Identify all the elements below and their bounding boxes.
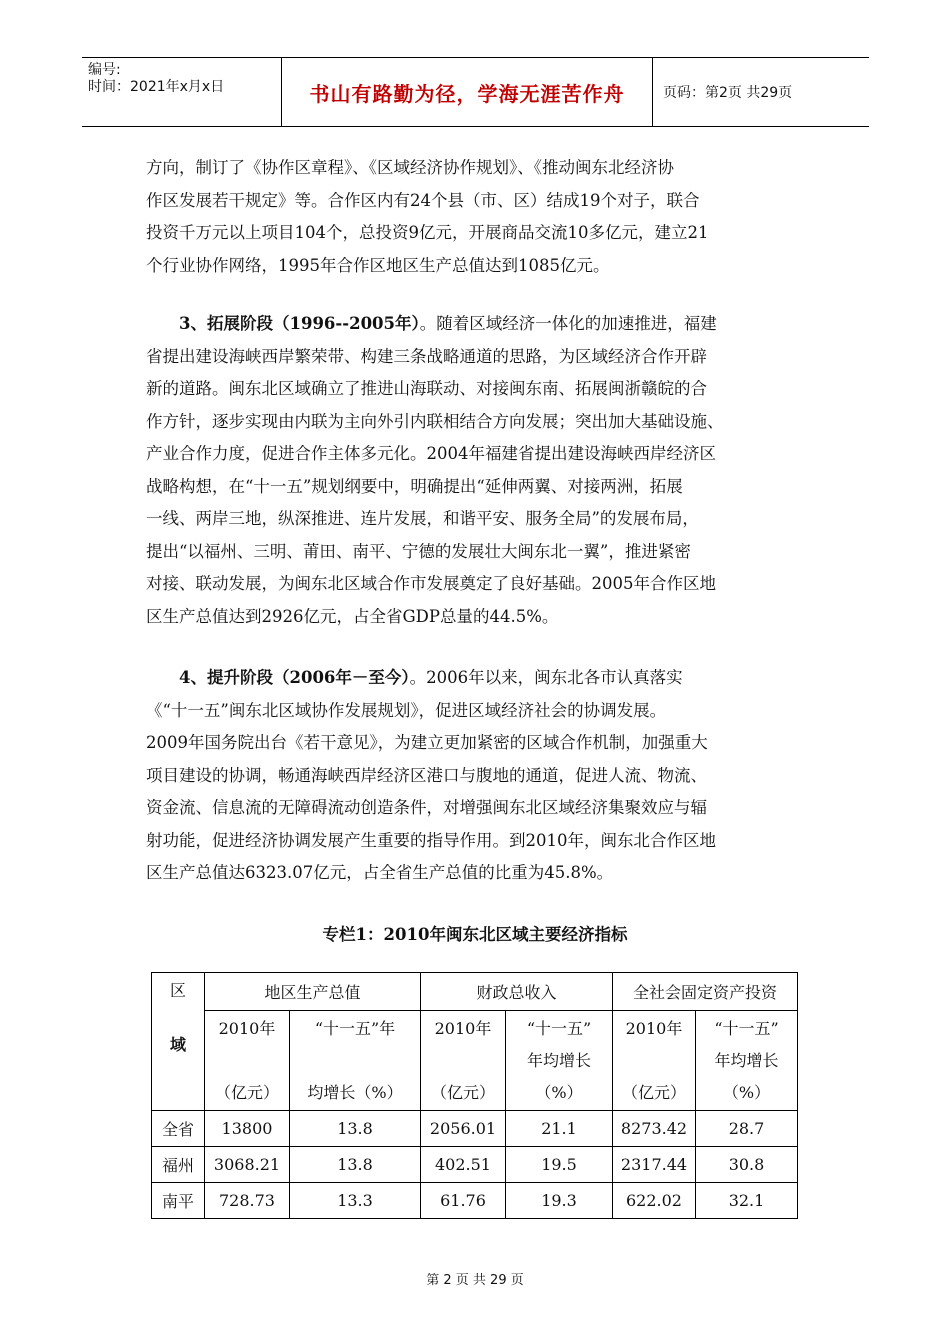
- region-header-top: 区: [169, 981, 186, 1000]
- section-heading-4: 4、提升阶段（2006年－至今）: [179, 668, 410, 687]
- header-motto: 书山有路勤为径，学海无涯苦作舟: [282, 58, 653, 126]
- text-line: 个行业协作网络，1995年合作区地区生产总值达到1085亿元。: [146, 255, 610, 275]
- paragraph-3: [146, 662, 806, 890]
- text-line: 2009年国务院出台《若干意见》，为建立更加紧密的区域合作机制，加强重大: [146, 733, 708, 752]
- table-subheader-row: [152, 1011, 798, 1111]
- table-cell: 8273.42: [613, 1111, 696, 1147]
- table-cell: 19.5: [506, 1147, 613, 1183]
- text-line: 作区发展若干规定》等。合作区内有24个县（市、区）结成19个对子，联合: [146, 190, 700, 210]
- subheader-cell: [421, 1011, 506, 1111]
- text-line: 方向，制订了《协作区章程》、《区域经济协作规划》、《推动闽东北经济协: [146, 158, 674, 177]
- header-meta: [82, 58, 282, 126]
- subheader-cell: [506, 1011, 613, 1111]
- text-line: 作方针，逐步实现由内联为主向外引内联相结合方向发展；突出加大基础设施、: [146, 411, 724, 431]
- subheader-line: “十一五”年: [314, 1018, 396, 1038]
- region-header: [152, 973, 205, 1111]
- page-footer: 第 2 页 共 29 页: [426, 1273, 524, 1288]
- table-cell: 32.1: [696, 1183, 798, 1219]
- text-line: 提出“以福州、三明、莆田、南平、宁德的发展壮大闽东北一翼”，推进紧密: [146, 541, 691, 561]
- table-cell: 28.7: [696, 1111, 798, 1147]
- subheader-line: 年均增长: [526, 1050, 591, 1070]
- row-region: 福州: [152, 1147, 205, 1183]
- text-line: 投资千万元以上项目104个，总投资9亿元，开展商品交流10多亿元，建立21: [146, 223, 709, 242]
- text-line: 射功能，促进经济协调发展产生重要的指导作用。到2010年，闽东北合作区地: [146, 830, 716, 850]
- subheader-cell: [696, 1011, 798, 1111]
- table-cell: 30.8: [696, 1147, 798, 1183]
- table-cell: 2317.44: [613, 1147, 696, 1183]
- table-cell: 21.1: [506, 1111, 613, 1147]
- text-line: [146, 662, 806, 695]
- group-header-revenue: 财政总收入: [421, 973, 613, 1011]
- row-region: 全省: [152, 1111, 205, 1147]
- table-row: [152, 1111, 798, 1147]
- page-header: [82, 57, 869, 127]
- paragraph-1: [146, 152, 806, 282]
- table-cell: 402.51: [421, 1147, 506, 1183]
- subheader-line: 2010年: [434, 1018, 492, 1038]
- row-region: 南平: [152, 1183, 205, 1219]
- subheader-line: [613, 1045, 695, 1077]
- subheader-line: 均增长（%）: [307, 1082, 403, 1102]
- text-line: 省提出建设海峡西岸繁荣带、构建三条战略通道的思路，为区域经济合作开辟: [146, 346, 707, 366]
- subheader-line: [205, 1045, 289, 1077]
- table-cell: 3068.21: [205, 1147, 290, 1183]
- table-cell: 61.76: [421, 1183, 506, 1219]
- text-line: 区生产总值达到2926亿元，占全省GDP总量的44.5%。: [146, 606, 559, 626]
- subheader-line: 2010年: [625, 1018, 683, 1038]
- text-line: [146, 308, 806, 341]
- table-row: [152, 1183, 798, 1219]
- text-line: 资金流、信息流的无障碍流动创造条件，对增强闽东北区域经济集聚效应与辐: [146, 798, 707, 817]
- table-cell: 13.3: [290, 1183, 421, 1219]
- region-header-bottom: 域: [169, 1035, 186, 1054]
- text-fragment: 。随着区域经济一体化的加速推进，福建: [419, 314, 717, 333]
- table-cell: 19.3: [506, 1183, 613, 1219]
- header-page-info: 页码：第2页 共29页: [663, 85, 793, 101]
- subheader-line: [421, 1045, 505, 1077]
- text-line: 新的道路。闽东北区域确立了推进山海联动、对接闽东南、拓展闽浙赣皖的合: [146, 379, 707, 398]
- text-line: 项目建设的协调，畅通海峡西岸经济区港口与腹地的通道，促进人流、物流、: [146, 765, 707, 785]
- economic-indicators-table: [151, 972, 798, 1219]
- text-line: 《“十一五”闽东北区域协作发展规划》，促进区域经济社会的协调发展。: [146, 700, 667, 720]
- text-fragment: 。2006年以来，闽东北各市认真落实: [409, 668, 683, 687]
- subheader-line: 2010年: [218, 1018, 276, 1038]
- subheader-line: （%）: [722, 1082, 771, 1102]
- text-line: 战略构想，在“十一五”规划纲要中，明确提出“延伸两翼、对接两洲，拓展: [146, 476, 683, 496]
- subheader-line: 年均增长: [714, 1050, 779, 1070]
- table-cell: 13800: [205, 1111, 290, 1147]
- subheader-line: （亿元）: [214, 1082, 279, 1102]
- text-line: 一线、两岸三地，纵深推进、连片发展，和谐平安、服务全局”的发展布局，: [146, 509, 699, 528]
- group-header-gdp: 地区生产总值: [205, 973, 421, 1011]
- subheader-line: “十一五”: [714, 1018, 779, 1038]
- table-cell: 728.73: [205, 1183, 290, 1219]
- subheader-line: （亿元）: [621, 1082, 686, 1102]
- table-cell: 13.8: [290, 1147, 421, 1183]
- table-cell: 13.8: [290, 1111, 421, 1147]
- text-line: 区生产总值达6323.07亿元，占全省生产总值的比重为45.8%。: [146, 863, 614, 882]
- time-label: 时间：2021年x月x日: [88, 79, 225, 95]
- subheader-line: （亿元）: [430, 1082, 495, 1102]
- table-row: [152, 1147, 798, 1183]
- text-line: 对接、联动发展，为闽东北区域合作市发展奠定了良好基础。2005年合作区地: [146, 574, 716, 593]
- subheader-cell: [290, 1011, 421, 1111]
- table-cell: 622.02: [613, 1183, 696, 1219]
- table-caption: 专栏1：2010年闽东北区域主要经济指标: [322, 925, 628, 944]
- table-cell: 2056.01: [421, 1111, 506, 1147]
- number-label: 编号:: [88, 62, 121, 78]
- subheader-cell: [613, 1011, 696, 1111]
- subheader-cell: [205, 1011, 290, 1111]
- table-header-row: [152, 973, 798, 1011]
- paragraph-2: [146, 308, 806, 633]
- subheader-line: （%）: [535, 1082, 583, 1102]
- text-line: 产业合作力度，促进合作主体多元化。2004年福建省提出建设海峡西岸经济区: [146, 444, 716, 463]
- section-heading-3: 3、拓展阶段（1996--2005年）: [179, 314, 420, 333]
- group-header-investment: 全社会固定资产投资: [613, 973, 798, 1011]
- subheader-line: [290, 1045, 420, 1077]
- subheader-line: “十一五”: [526, 1018, 592, 1038]
